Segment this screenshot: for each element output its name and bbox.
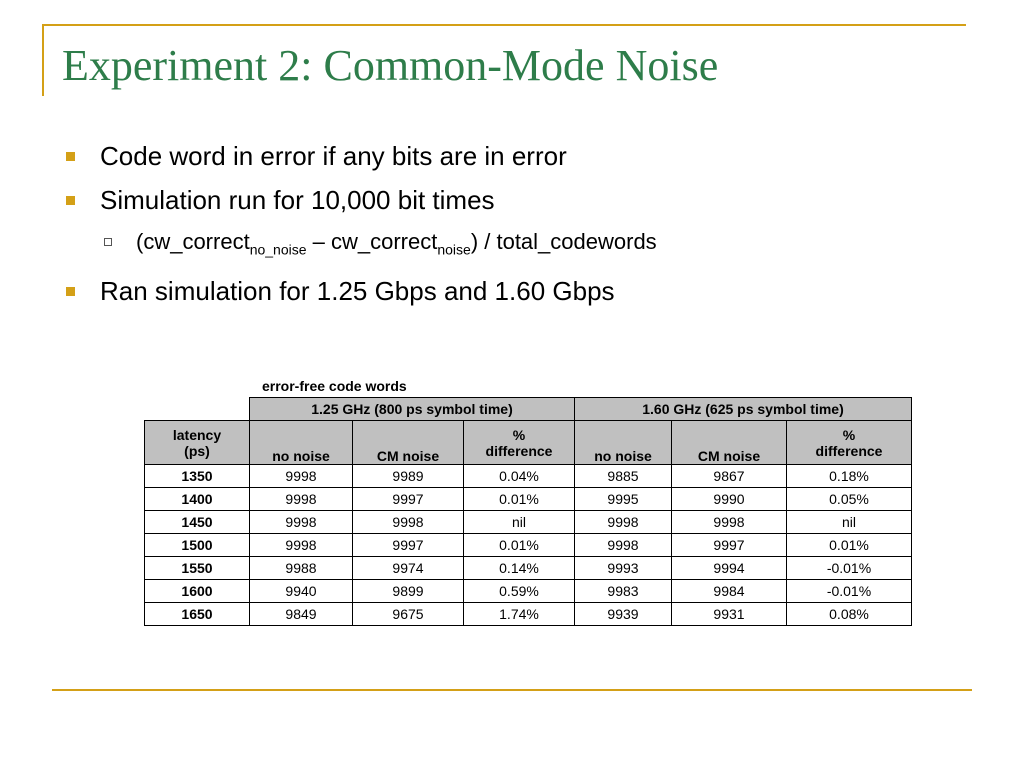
cell-value: 9998 [250,534,353,557]
formula-close: ) / total_codewords [470,229,657,254]
table-row [145,488,912,511]
footer-rule [52,689,972,691]
square-bullet-icon [66,152,75,161]
cell-value: 0.14% [464,557,575,580]
cell-value: 9998 [575,511,672,534]
cell-value: 9988 [250,557,353,580]
sub-bullet-item [62,222,657,269]
cell-value: 9994 [672,557,787,580]
col-header-text: % [842,426,856,443]
bullet-list [62,134,657,313]
cell-value: 1.74% [464,603,575,626]
cell-value: 9998 [672,511,787,534]
cell-value: -0.01% [787,580,912,603]
col-header-text: % [512,426,526,443]
col-header-text: difference [815,442,883,459]
bullet-item [62,178,657,222]
cell-value: 9993 [575,557,672,580]
table-row [145,511,912,534]
frame-top-rule [42,24,966,26]
cell-value: 9939 [575,603,672,626]
col-header-pct-diff [464,421,575,465]
col-header-text: (ps) [184,442,210,459]
col-header-no-noise [250,421,353,465]
cell-value: 9931 [672,603,787,626]
cell-value: 0.05% [787,488,912,511]
table-row [145,465,912,488]
bullet-text: Ran simulation for 1.25 Gbps and 1.60 Gbps [100,276,615,307]
cell-latency: 1550 [145,557,250,580]
formula-open: (cw_correct [136,229,250,254]
cell-value: 9997 [353,534,464,557]
cell-value: 0.01% [464,488,575,511]
formula-subscript: no_noise [249,241,307,258]
col-header-text: no noise [594,448,652,464]
cell-value: 9998 [353,511,464,534]
col-header-text: difference [485,442,553,459]
cell-value: 0.59% [464,580,575,603]
cell-latency: 1400 [145,488,250,511]
cell-value: 9867 [672,465,787,488]
table-row [145,557,912,580]
cell-value: nil [787,511,912,534]
results-table [144,397,912,626]
cell-latency: 1450 [145,511,250,534]
cell-value: nil [464,511,575,534]
col-header-latency [145,421,250,465]
group-header-1250: 1.25 GHz (800 ps symbol time) [250,398,575,421]
cell-value: 9998 [250,511,353,534]
cell-latency: 1350 [145,465,250,488]
cell-latency: 1600 [145,580,250,603]
cell-value: 9675 [353,603,464,626]
bullet-text: Code word in error if any bits are in error [100,141,567,171]
table-row [145,534,912,557]
cell-value: 9899 [353,580,464,603]
cell-value: 9940 [250,580,353,603]
col-header-text: latency [172,426,222,443]
cell-value: 9974 [353,557,464,580]
cell-value: 9995 [575,488,672,511]
frame-left-rule [42,24,44,96]
cell-value: 9998 [250,488,353,511]
cell-value: 9989 [353,465,464,488]
table-row [145,603,912,626]
cell-value: 0.04% [464,465,575,488]
cell-value: 9990 [672,488,787,511]
table-column-header-row [145,421,912,465]
cell-value: 0.18% [787,465,912,488]
col-header-cm-noise [672,421,787,465]
cell-value: 9998 [575,534,672,557]
cell-value: 9983 [575,580,672,603]
bullet-item [62,269,657,313]
cell-value: 9849 [250,603,353,626]
cell-value: 0.08% [787,603,912,626]
col-header-text: CM noise [697,448,761,464]
table-group-header-row [145,398,912,421]
col-header-pct-diff [787,421,912,465]
square-bullet-icon [66,196,75,205]
cell-value: 9997 [353,488,464,511]
cell-value: 9998 [250,465,353,488]
formula-subscript: noise [437,241,471,258]
bullet-text: Simulation run for 10,000 bit times [100,185,495,215]
cell-value: 0.01% [787,534,912,557]
cell-latency: 1650 [145,603,250,626]
cell-value: -0.01% [787,557,912,580]
col-header-text: CM noise [376,448,440,464]
square-bullet-icon [66,287,75,296]
group-header-1600: 1.60 GHz (625 ps symbol time) [575,398,912,421]
cell-value: 9997 [672,534,787,557]
table-corner [145,398,250,421]
slide-title: Experiment 2: Common-Mode Noise [62,41,719,90]
cell-value: 9885 [575,465,672,488]
table-caption: error-free code words [262,378,407,394]
hollow-square-bullet-icon [104,238,112,246]
cell-latency: 1500 [145,534,250,557]
formula-mid: – cw_correct [306,229,438,254]
col-header-text: no noise [272,448,330,464]
cell-value: 0.01% [464,534,575,557]
col-header-cm-noise [353,421,464,465]
bullet-item [62,134,657,178]
cell-value: 9984 [672,580,787,603]
col-header-no-noise [575,421,672,465]
table-row [145,580,912,603]
